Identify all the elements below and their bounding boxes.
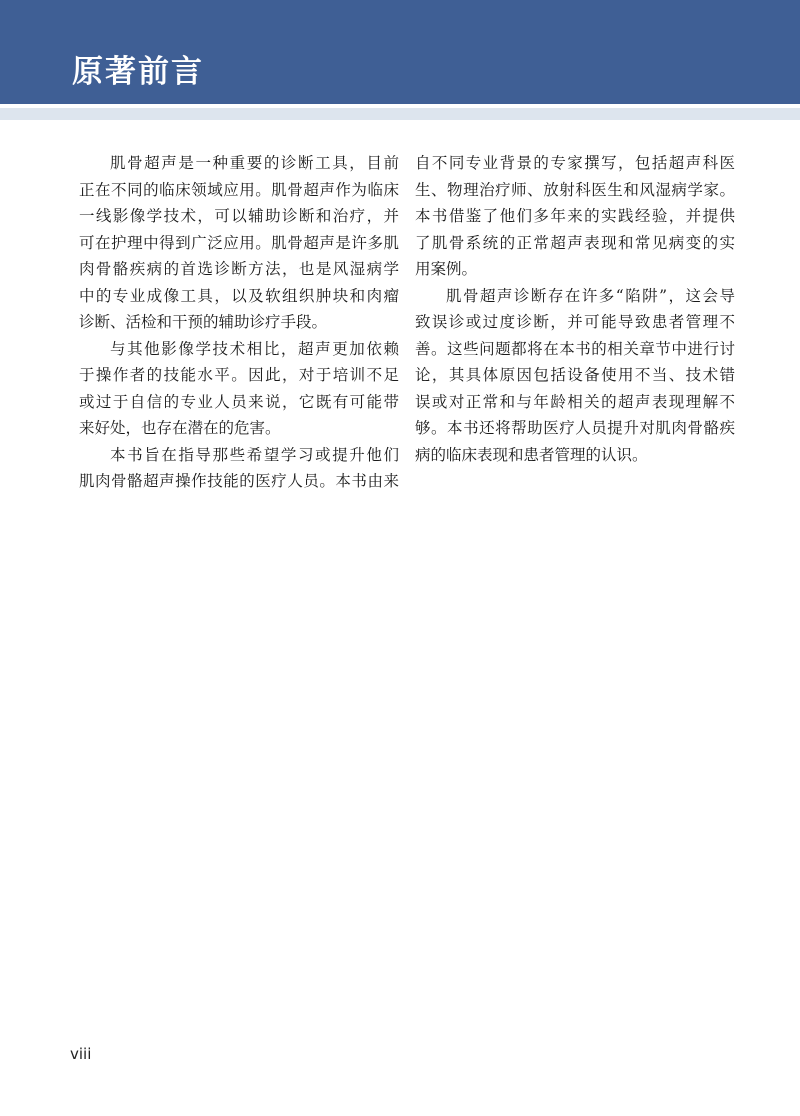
paragraph-line: 本书旨在指导那些希望学习或提升他们 bbox=[110, 445, 399, 464]
paragraph-line: 病的临床表现和患者管理的认识。 bbox=[415, 445, 648, 464]
paragraph-line: 善。这些问题都将在本书的相关章节中进行讨 bbox=[415, 339, 735, 358]
paragraph-line: 可在护理中得到广泛应用。肌骨超声是许多肌 bbox=[79, 233, 399, 252]
paragraph-line: 了肌骨系统的正常超声表现和常见病变的实 bbox=[415, 233, 735, 252]
paragraph-line: 论，其具体原因包括设备使用不当、技术错 bbox=[415, 366, 735, 384]
paragraph-line: 肌骨超声是一种重要的诊断工具，目前 bbox=[110, 154, 399, 172]
paragraph-line: 一线影像学技术，可以辅助诊断和治疗，并 bbox=[79, 207, 399, 225]
paragraph-line: 来好处，也存在潜在的危害。 bbox=[79, 419, 281, 437]
chapter-header-band bbox=[0, 0, 800, 104]
paragraph-line: 肉骨骼疾病的首选诊断方法，也是风湿病学 bbox=[79, 260, 399, 278]
paragraph-line: 中的专业成像工具，以及软组织肿块和肉瘤 bbox=[79, 286, 399, 305]
chapter-title: 原著前言 bbox=[72, 54, 204, 90]
paragraph-line: 与其他影像学技术相比，超声更加依赖 bbox=[110, 339, 399, 358]
paragraph-line: 用案例。 bbox=[415, 260, 478, 278]
paragraph-line: 于操作者的技能水平。因此，对于培训不足 bbox=[79, 366, 399, 384]
paragraph-line: 或过于自信的专业人员来说，它既有可能带 bbox=[79, 392, 399, 411]
left-text-column bbox=[79, 150, 399, 495]
right-text-column bbox=[415, 150, 735, 468]
paragraph-line: 够。本书还将帮助医疗人员提升对肌肉骨骼疾 bbox=[415, 419, 735, 437]
paragraph-line: 本书借鉴了他们多年来的实践经验，并提供 bbox=[415, 207, 735, 225]
paragraph-line: 生、物理治疗师、放射科医生和风湿病学家。 bbox=[415, 180, 735, 199]
paragraph-line: 致误诊或过度诊断，并可能导致患者管理不 bbox=[415, 313, 735, 331]
header-divider bbox=[0, 108, 800, 120]
paragraph-line: 肌骨超声诊断存在许多“陷阱”，这会导 bbox=[446, 286, 735, 305]
page-number: viii bbox=[70, 1045, 92, 1063]
paragraph-line: 肌肉骨骼超声操作技能的医疗人员。本书由来 bbox=[79, 472, 399, 490]
paragraph-line: 诊断、活检和干预的辅助诊疗手段。 bbox=[79, 313, 328, 331]
paragraph-line: 自不同专业背景的专家撰写，包括超声科医 bbox=[415, 154, 735, 172]
paragraph-line: 误或对正常和与年龄相关的超声表现理解不 bbox=[415, 392, 735, 411]
paragraph-line: 正在不同的临床领域应用。肌骨超声作为临床 bbox=[79, 180, 399, 199]
